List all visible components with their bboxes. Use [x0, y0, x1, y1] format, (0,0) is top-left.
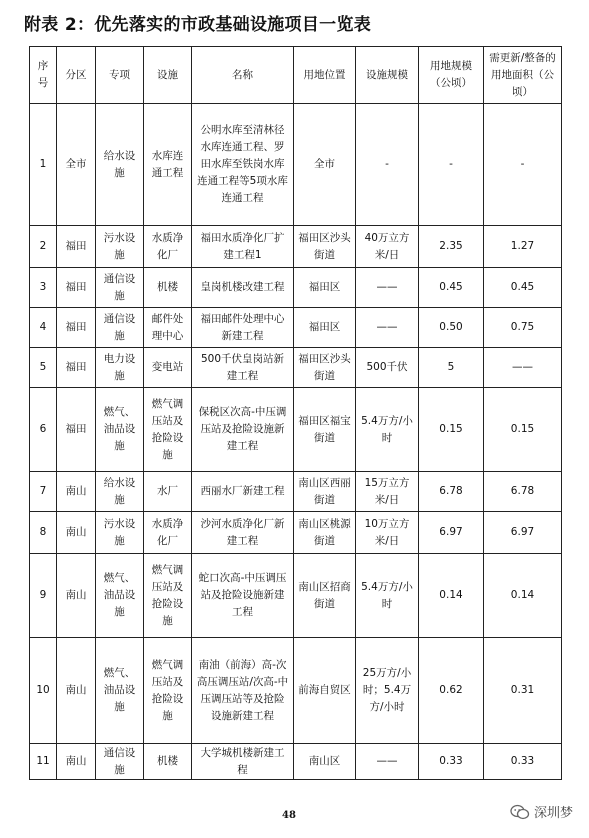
table-row [30, 388, 562, 472]
table-cell: 4 [30, 308, 57, 348]
table-cell: 福田 [57, 388, 96, 472]
table-cell: —— [356, 308, 419, 348]
table-cell: 大学城机楼新建工程 [192, 744, 294, 780]
table-cell: 通信设施 [96, 268, 144, 308]
table-cell: 8 [30, 512, 57, 554]
table-cell: 南油（前海）高-次高压调压站/次高-中压调压站等及抢险设施新建工程 [192, 638, 294, 744]
table-cell: 500千伏 [356, 348, 419, 388]
table-cell: 5.4万方/小时 [356, 388, 419, 472]
table-cell: 西丽水厂新建工程 [192, 472, 294, 512]
table-cell: 11 [30, 744, 57, 780]
table-cell: - [356, 104, 419, 226]
table-row [30, 744, 562, 780]
table-cell: 10万立方米/日 [356, 512, 419, 554]
table-cell: 5.4万方/小时 [356, 554, 419, 638]
table-cell: 0.14 [419, 554, 484, 638]
watermark [510, 802, 573, 821]
column-header: 专项 [96, 47, 144, 104]
table-cell: 5 [419, 348, 484, 388]
table-cell: 0.15 [484, 388, 562, 472]
table-cell: 皇岗机楼改建工程 [192, 268, 294, 308]
table-cell: 机楼 [144, 744, 192, 780]
table-row [30, 472, 562, 512]
table-cell: 0.75 [484, 308, 562, 348]
column-header: 设施规模 [356, 47, 419, 104]
table-cell: 全市 [294, 104, 356, 226]
table-cell: 福田 [57, 268, 96, 308]
table-cell: 南山区 [294, 744, 356, 780]
table-cell: 福田区 [294, 268, 356, 308]
table-cell: 南山 [57, 472, 96, 512]
table-cell: 6 [30, 388, 57, 472]
table-cell: 机楼 [144, 268, 192, 308]
table-row [30, 348, 562, 388]
column-header: 需更新/整备的用地面积（公顷） [484, 47, 562, 104]
table-cell: 燃气、油品设施 [96, 554, 144, 638]
table-cell: —— [484, 348, 562, 388]
table-cell: 燃气、油品设施 [96, 638, 144, 744]
table-cell: 南山 [57, 512, 96, 554]
watermark-text: 深圳梦 [533, 806, 573, 821]
column-header: 用地位置 [294, 47, 356, 104]
table-cell: 0.33 [419, 744, 484, 780]
table-cell: 福田区福宝街道 [294, 388, 356, 472]
table-cell: 水厂 [144, 472, 192, 512]
column-header: 序号 [30, 47, 57, 104]
table-row [30, 638, 562, 744]
table-cell: 水质净化厂 [144, 512, 192, 554]
table-cell: 福田区沙头街道 [294, 348, 356, 388]
table-cell: 1 [30, 104, 57, 226]
table-cell: 水质净化厂 [144, 226, 192, 268]
table-cell: 福田 [57, 308, 96, 348]
table-cell: 500千伏皇岗站新建工程 [192, 348, 294, 388]
table-cell: 污水设施 [96, 226, 144, 268]
table-cell: 南山 [57, 638, 96, 744]
table-cell: 燃气调压站及抢险设施 [144, 638, 192, 744]
column-header: 分区 [57, 47, 96, 104]
table-cell: 燃气调压站及抢险设施 [144, 388, 192, 472]
table-cell: 6.97 [419, 512, 484, 554]
table-cell: 0.14 [484, 554, 562, 638]
column-header: 设施 [144, 47, 192, 104]
table-row [30, 268, 562, 308]
table-cell: 40万立方米/日 [356, 226, 419, 268]
table-cell: 9 [30, 554, 57, 638]
table-row [30, 512, 562, 554]
table-cell: 6.97 [484, 512, 562, 554]
table-cell: 保税区次高-中压调压站及抢险设施新建工程 [192, 388, 294, 472]
table-cell: 0.45 [419, 268, 484, 308]
table-cell: 电力设施 [96, 348, 144, 388]
table-row [30, 226, 562, 268]
table-cell: 水库连通工程 [144, 104, 192, 226]
page-number: 48 [282, 810, 296, 821]
table-cell: - [419, 104, 484, 226]
table-cell: 0.45 [484, 268, 562, 308]
column-header: 名称 [192, 47, 294, 104]
table-cell: 15万立方米/日 [356, 472, 419, 512]
table-cell: 南山区桃源街道 [294, 512, 356, 554]
table-cell: 5 [30, 348, 57, 388]
table-cell: 南山区西丽街道 [294, 472, 356, 512]
page-title: 附表 2：优先落实的市政基础设施项目一览表 [24, 15, 372, 35]
table-cell: 邮件处理中心 [144, 308, 192, 348]
column-header: 用地规模（公顷） [419, 47, 484, 104]
table-body [30, 104, 562, 780]
table-cell: 25万方/小时；5.4万方/小时 [356, 638, 419, 744]
table-cell: 给水设施 [96, 104, 144, 226]
table-cell: 通信设施 [96, 744, 144, 780]
table-cell: 10 [30, 638, 57, 744]
table-cell: 福田邮件处理中心新建工程 [192, 308, 294, 348]
table-cell: 给水设施 [96, 472, 144, 512]
project-table [29, 46, 562, 780]
table-cell: 蛇口次高-中压调压站及抢险设施新建工程 [192, 554, 294, 638]
table-cell: 1.27 [484, 226, 562, 268]
table-row [30, 104, 562, 226]
table-cell: 0.15 [419, 388, 484, 472]
table-row [30, 308, 562, 348]
table-cell: 燃气调压站及抢险设施 [144, 554, 192, 638]
table-cell: 污水设施 [96, 512, 144, 554]
table-cell: 0.50 [419, 308, 484, 348]
table-cell: 福田 [57, 226, 96, 268]
table-cell: 0.62 [419, 638, 484, 744]
table-row [30, 554, 562, 638]
table-cell: 福田 [57, 348, 96, 388]
table-cell: 0.33 [484, 744, 562, 780]
table-cell: - [484, 104, 562, 226]
table-cell: —— [356, 268, 419, 308]
table-cell: 7 [30, 472, 57, 512]
table-cell: 6.78 [484, 472, 562, 512]
table-cell: 沙河水质净化厂新建工程 [192, 512, 294, 554]
header-row [30, 47, 562, 104]
table-cell: 通信设施 [96, 308, 144, 348]
table-cell: 福田区沙头街道 [294, 226, 356, 268]
table-cell: 南山 [57, 554, 96, 638]
table-cell: 2 [30, 226, 57, 268]
table-cell: 2.35 [419, 226, 484, 268]
table-cell: 3 [30, 268, 57, 308]
table-cell: 南山 [57, 744, 96, 780]
table-cell: 6.78 [419, 472, 484, 512]
table-cell: —— [356, 744, 419, 780]
table-cell: 全市 [57, 104, 96, 226]
table-cell: 公明水库至清林径水库连通工程、罗田水库至铁岗水库连通工程等5项水库连通工程 [192, 104, 294, 226]
wechat-logo-icon [510, 804, 530, 820]
table-cell: 燃气、油品设施 [96, 388, 144, 472]
table-cell: 福田区 [294, 308, 356, 348]
table-cell: 福田水质净化厂扩建工程1 [192, 226, 294, 268]
table-cell: 0.31 [484, 638, 562, 744]
table-cell: 南山区招商街道 [294, 554, 356, 638]
table-cell: 前海自贸区 [294, 638, 356, 744]
table-cell: 变电站 [144, 348, 192, 388]
